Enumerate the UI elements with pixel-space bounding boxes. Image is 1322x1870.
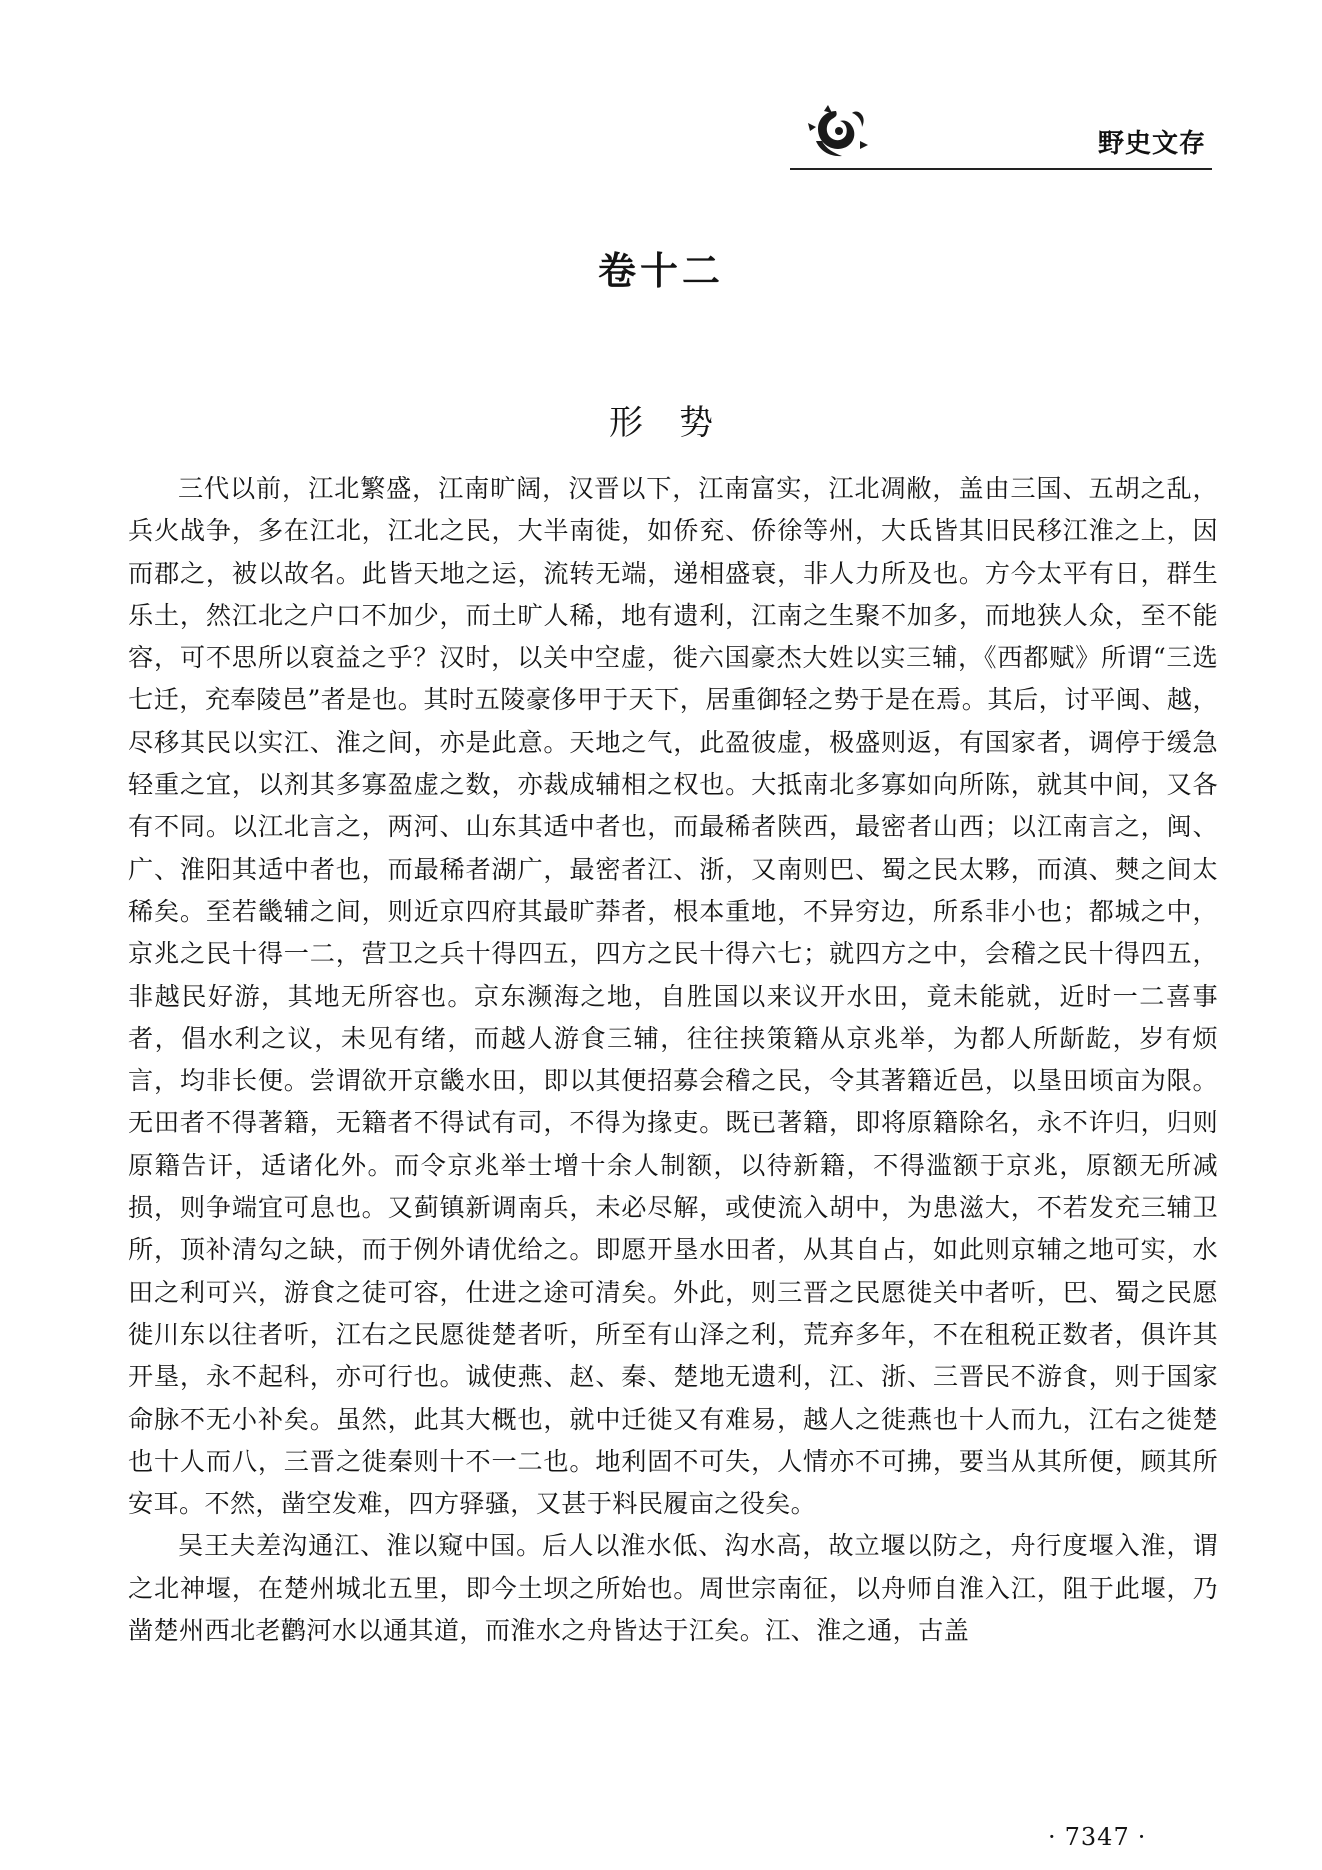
paragraph: 吴王夫差沟通江、淮以窥中国。后人以淮水低、沟水高，故立堰以防之，舟行度堰入淮，谓之北神堰，在楚州城北五里，即今土坝之所始也。周世宗南征，以舟师自淮入江，阻于此堰，乃凿楚州西北老鹳河水以通其道，而淮水之舟皆达于江矣。江、淮之通，古盖 [128,1531,1218,1646]
series-title: 野史文存 [1097,129,1206,159]
paragraph: 三代以前，江北繁盛，江南旷阔，汉晋以下，江南富实，江北凋敝，盖由三国、五胡之乱，兵火战争，多在江北，江北之民，大半南徙，如侨兖、侨徐等州，大氐皆其旧民移江淮之上，因而郡之，被以故名。此皆天地之运，流转无端，递相盛衰，非人力所及也。方今太平有日，群生乐土，然江北之户口不加少，而土旷人稀，地有遗利，江南之生聚不加多，而地狭人众，至不能容，可不思所以裒益之乎？汉时，以关中空虚，徙六国豪杰大姓以实三辅，《西都赋》所谓“三选七迁，充奉陵邑”者是也。其时五陵豪侈甲于天下，居重御轻之势于是在焉。其后，讨平闽、越，尽移其民以实江、淮之间，亦是此意。天地之气，此盈彼虚，极盛则返，有国家者，调停于缓急轻重之宜，以剂其多寡盈虚之数，亦裁成辅相之权也。大抵南北多寡如向所陈，就其中间，又各有不同。以江北言之，两河、山东其适中者也，而最稀者陕西，最密者山西；以江南言之，闽、广、淮阳其适中者也，而最稀者湖广，最密者江、浙，又南则巴、蜀之民太夥，而滇、僰之间太稀矣。至若畿辅之间，则近京四府其最旷莽者，根本重地，不异穷边，所系非小也；都城之中，京兆之民十得一二，营卫之兵十得四五，四方之民十得六七；就四方之中，会稽之民十得四五，非越民好游，其地无所容也。京东濒海之地，自胜国以来议开水田，竟未能就，近时一二喜事者，倡水利之议，未见有绪，而越人游食三辅，往往挟策籍从京兆举，为都人所龂龁，岁有烦言，均非长便。尝谓欲开京畿水田，即以其便招募会稽之民，令其著籍近邑，以垦田顷亩为限。无田者不得著籍，无籍者不得试有司，不得为掾吏。既已著籍，即将原籍除名，永不许归，归则原籍告讦，适诸化外。而令京兆举士增十余人制额，以待新籍，不得滥额于京兆，原额无所减损，则争端宜可息也。又蓟镇新调南兵，未必尽解，或使流入胡中，为患滋大，不若发充三辅卫所，顶补清勾之缺，而于例外请优给之。即愿开垦水田者，从其自占，如此则京辅之地可实，水田之利可兴，游食之徒可容，仕进之途可清矣。外此，则三晋之民愿徙关中者听，巴、蜀之民愿徙川东以往者听，江右之民愿徙楚者听，所至有山泽之利，荒弃多年，不在租税正数者，俱许其开垦，永不起科，亦可行也。诚使燕、赵、秦、楚地无遗利，江、浙、三晋民不游食，则于国家命脉不无小补矣。虽然，此其大概也，就中迁徙又有难易，越人之徙燕也十人而九，江右之徙楚也十人而八，三晋之徙秦则十不一二也。地利固不可失，人情亦不可拂，要当从其所便，顾其所安耳。不然，凿空发难，四方驿骚，又甚于料民履亩之役矣。 [128,474,1218,1519]
section-title: 形势 [609,403,749,443]
page-number-dot-left: · [1048,1823,1057,1851]
page-number-value: 7347 [1064,1823,1130,1851]
page-number [1040,1823,1154,1851]
header-rule [790,168,1212,170]
page-number-dot-right: · [1137,1823,1147,1851]
volume-title: 卷十二 [597,249,724,293]
running-header [790,95,1212,175]
dragon-emblem-icon [802,101,872,163]
body-text [128,468,1218,1652]
